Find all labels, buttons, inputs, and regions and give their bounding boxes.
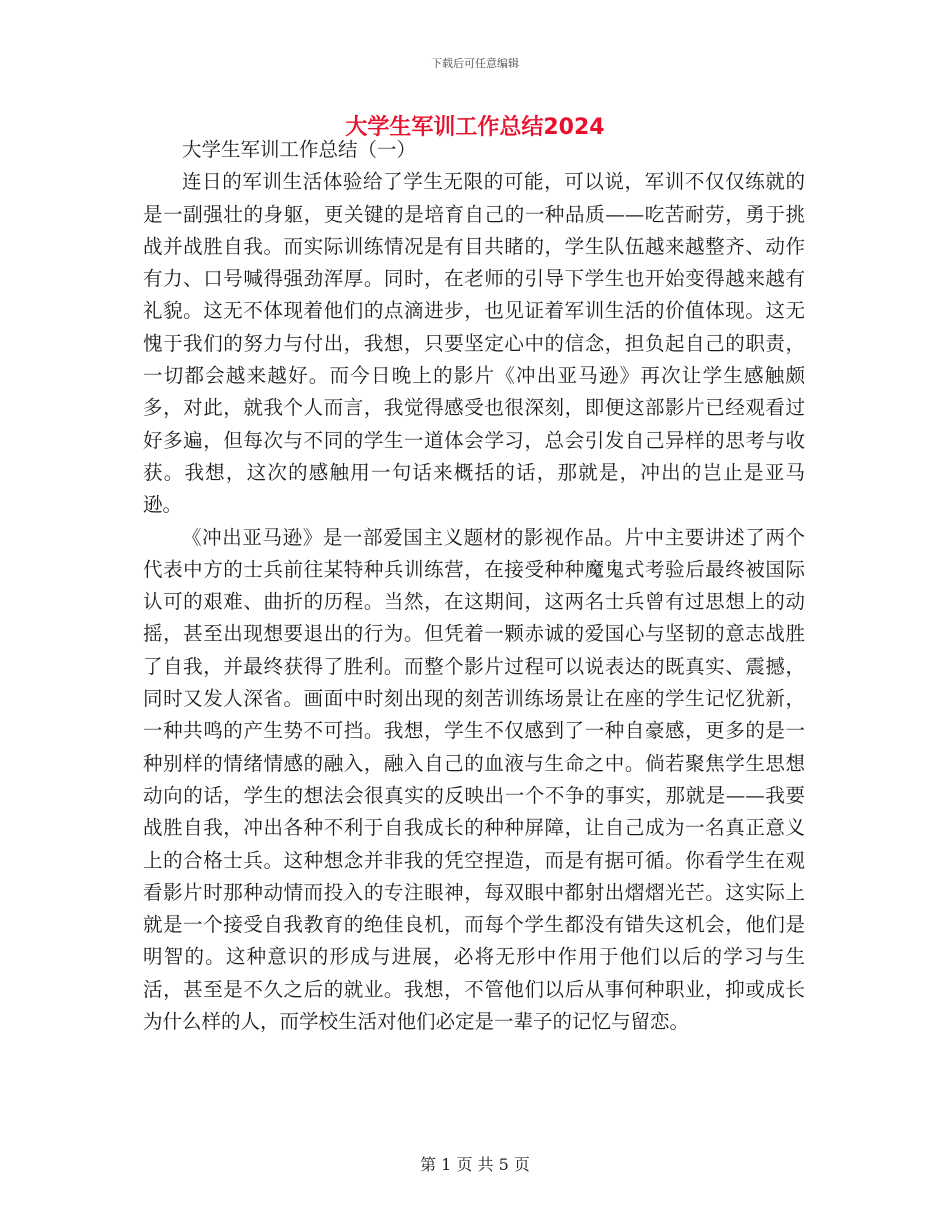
section-heading: 大学生军训工作总结（一） [182, 138, 417, 161]
document-body [143, 134, 805, 1038]
header-note: 下载后可任意编辑 [431, 57, 519, 70]
body-paragraph-2: 《冲出亚马逊》是一部爱国主义题材的影视作品。片中主要讲述了两个代表中方的士兵前往某特种兵训练营，在接受种种魔鬼式考验后最终被国际认可的艰难、曲折的历程。当然，在这期间，这两名士兵曾有过思想上的动摇，甚至出现想要退出的行为。但凭着一颗赤诚的爱国心与坚韧的意志战胜了自我，并最终获得了胜利。而整个影片过程可以说表达的既真实、震撼，同时又发人深省。画面中时刻出现的刻苦训练场景让在座的学生记忆犹新，一种共鸣的产生势不可挡。我想，学生不仅感到了一种自豪感，更多的是一种别样的情绪情感的融入，融入自己的血液与生命之中。倘若聚焦学生思想动向的话，学生的想法会很真实的反映出一个不争的事实，那就是——我要战胜自我，冲出各种不利于自我成长的种种屏障，让自己成为一名真正意义上的合格士兵。这种想念并非我的凭空捏造，而是有据可循。你看学生在观看影片时那种动情而投入的专注眼神，每双眼中都射出熠熠光芒。这实际上就是一个接受自我教育的绝佳良机，而每个学生都没有错失这机会，他们是明智的。这种意识的形成与进展，必将无形中作用于他们以后的学习与生活，甚至是不久之后的就业。我想，不管他们以后从事何种职业，抑或成长为什么样的人，而学校生活对他们必定是一辈子的记忆与留恋。 [143, 525, 805, 1034]
document-title: 大学生军训工作总结2024 [345, 115, 605, 140]
page-number: 第 1 页 共 5 页 [420, 1155, 530, 1174]
body-paragraph-1: 连日的军训生活体验给了学生无限的可能，可以说，军训不仅仅练就的是一副强壮的身躯，更关键的是培育自己的一种品质——吃苦耐劳，勇于挑战并战胜自我。而实际训练情况是有目共睹的，学生队伍越来越整齐、动作有力、口号喊得强劲浑厚。同时，在老师的引导下学生也开始变得越来越有礼貌。这无不体现着他们的点滴进步，也见证着军训生活的价值体现。这无愧于我们的努力与付出，我想，只要坚定心中的信念，担负起自己的职责，一切都会越来越好。而今日晚上的影片《冲出亚马逊》再次让学生感触颇多，对此，就我个人而言，我觉得感受也很深刻，即便这部影片已经观看过好多遍，但每次与不同的学生一道体会学习，总会引发自己异样的思考与收获。我想，这次的感触用一句话来概括的话，那就是，冲出的岂止是亚马逊。 [143, 170, 805, 517]
